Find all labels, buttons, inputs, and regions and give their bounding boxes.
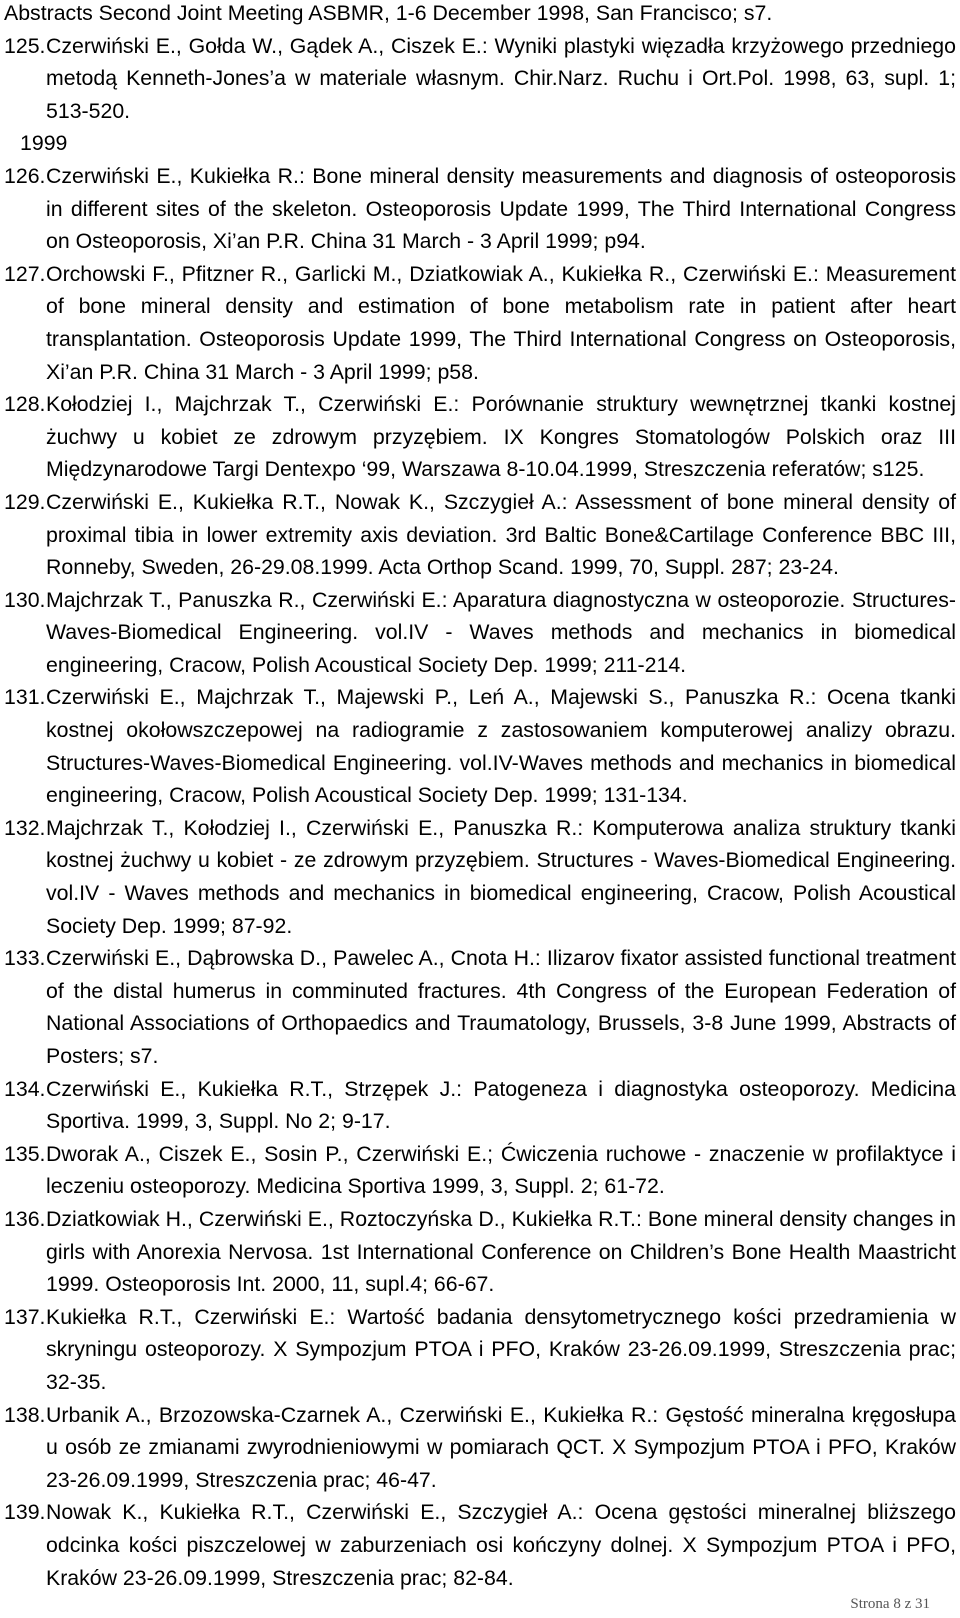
- entry-text: Czerwiński E., Gołda W., Gądek A., Ciszek E.: Wyniki plastyki więzadła krzyżowego przedniego metodą Kenneth-Jones’a w materiale własnym. Chir.Narz. Ruchu i Ort.Pol. 1998, 63, supl. 1; 513-520.: [46, 33, 956, 123]
- bibliography-entry: [4, 258, 956, 388]
- bibliography-list: [4, 0, 956, 1594]
- intro-line: Abstracts Second Joint Meeting ASBMR, 1-6 December 1998, San Francisco; s7.: [4, 1, 773, 25]
- bibliography-entry: [4, 486, 956, 584]
- entry-number: 127.: [4, 261, 46, 286]
- entry-text: Czerwiński E., Dąbrowska D., Pawelec A., Cnota H.: Ilizarov fixator assisted functional treatment of the distal humerus in comminuted fractures. 4th Congress of the European Federation of National Associations of Orthopaedics and Traumatology, Brussels, 3-8 June 1999, Abstracts of Posters; s7.: [46, 946, 956, 1068]
- entry-text: Dworak A., Ciszek E., Sosin P., Czerwiński E.; Ćwiczenia ruchowe - znaczenie w profilaktyce i leczeniu osteoporozy. Medicina Sportiva 1999, 3, Suppl. 2; 61-72.: [46, 1141, 956, 1199]
- entry-text: Kukiełka R.T., Czerwiński E.: Wartość badania densytometrycznego kości przedramienia w skryningu osteoporozy. X Sympozjum PTOA i PFO, Kraków 23-26.09.1999, Streszczenia prac; 32-35.: [46, 1304, 956, 1394]
- entry-text: Dziatkowiak H., Czerwiński E., Roztoczyńska D., Kukiełka R.T.: Bone mineral density changes in girls with Anorexia Nervosa. 1st International Conference on Children’s Bone Health Maastricht 1999. Osteoporosis Int. 2000, 11, supl.4; 66-67.: [46, 1206, 956, 1297]
- entry-number: 138.: [4, 1402, 46, 1427]
- entry-number: 136.: [4, 1206, 46, 1231]
- entry-number: 137.: [4, 1304, 46, 1329]
- bibliography-entry: [4, 160, 956, 258]
- bibliography-entry: [4, 1073, 956, 1138]
- bibliography-entry: [4, 30, 956, 128]
- bibliography-entry: [4, 584, 956, 682]
- entry-number: 134.: [4, 1076, 46, 1101]
- entry-number: 125.: [4, 33, 46, 58]
- entry-text: Urbanik A., Brzozowska-Czarnek A., Czerwiński E., Kukiełka R.: Gęstość mineralna kręgosłupa u osób ze zmianami zwyrodnieniowymi w pomiarach QCT. X Sympozjum PTOA i PFO, Kraków 23-26.09.1999, Streszczenia prac; 46-47.: [46, 1402, 956, 1492]
- entry-text: Orchowski F., Pfitzner R., Garlicki M., Dziatkowiak A., Kukiełka R., Czerwiński E.: Measurement of bone mineral density and estimation of bone metabolism rate in patient after heart transplantation. Osteoporosis Update 1999, The Third International Congress on Osteoporosis, Xi’an P.R. China 31 March - 3 April 1999; p58.: [46, 261, 956, 384]
- bibliography-entry: [4, 681, 956, 811]
- entries-1999: [4, 160, 956, 1594]
- entry-text: Czerwiński E., Kukiełka R.: Bone mineral density measurements and diagnosis of osteoporosis in different sites of the skeleton. Osteoporosis Update 1999, The Third International Congress on Osteoporosis, Xi’an P.R. China 31 March - 3 April 1999; p94.: [46, 163, 956, 254]
- bibliography-entry: [4, 1399, 956, 1497]
- entry-text: Czerwiński E., Kukiełka R.T., Nowak K., Szczygieł A.: Assessment of bone mineral density of proximal tibia in lower extremity axis deviation. 3rd Baltic Bone&Cartilage Conference BBC III, Ronneby, Sweden, 26-29.08.1999. Acta Orthop Scand. 1999, 70, Suppl. 287; 23-24.: [46, 489, 956, 580]
- entry-number: 135.: [4, 1141, 46, 1166]
- entry-number: 130.: [4, 587, 46, 612]
- entry-text: Majchrzak T., Panuszka R., Czerwiński E.: Aparatura diagnostyczna w osteoporozie. Structures-Waves-Biomedical Engineering. vol.IV - Waves methods and mechanics in biomedical engineering, Cracow, Polish Acoustical Society Dep. 1999; 211-214.: [46, 587, 956, 677]
- bibliography-entry: [4, 1496, 956, 1594]
- entry-text: Kołodziej I., Majchrzak T., Czerwiński E.: Porównanie struktury wewnętrznej tkanki kostnej żuchwy u kobiet ze zdrowym przyzębiem. IX Kongres Stomatologów Polskich oraz III Międzynarodowe Targi Dentexpo ‘99, Warszawa 8-10.04.1999, Streszczenia referatów; s125.: [46, 392, 956, 482]
- entry-number: 132.: [4, 815, 46, 840]
- bibliography-entry: [4, 388, 956, 486]
- bibliography-entry: [4, 1301, 956, 1399]
- year-heading: 1999: [20, 131, 68, 156]
- entry-text: Nowak K., Kukiełka R.T., Czerwiński E., Szczygieł A.: Ocena gęstości mineralnej bliższego odcinka kości piszczelowej w zaburzeniach osi kończyny dolnej. X Sympozjum PTOA i PFO, Kraków 23-26.09.1999, Streszczenia prac; 82-84.: [46, 1500, 956, 1590]
- entry-number: 126.: [4, 163, 46, 188]
- entry-number: 129.: [4, 489, 46, 514]
- entry-text: Czerwiński E., Kukiełka R.T., Strzępek J.: Patogeneza i diagnostyka osteoporozy. Medicina Sportiva. 1999, 3, Suppl. No 2; 9-17.: [46, 1076, 956, 1134]
- entry-text: Czerwiński E., Majchrzak T., Majewski P., Leń A., Majewski S., Panuszka R.: Ocena tkanki kostnej okołowszczepowej na radiogramie z zastosowaniem komputerowej analizy obrazu. Structures-Waves-Biomedical Engineering. vol.IV-Waves methods and mechanics in biomedical engineering, Cracow, Polish Acoustical Society Dep. 1999; 131-134.: [46, 685, 956, 808]
- bibliography-entry: [4, 1138, 956, 1203]
- bibliography-entry: [4, 812, 956, 942]
- entry-number: 131.: [4, 685, 46, 710]
- entry-text: Majchrzak T., Kołodziej I., Czerwiński E., Panuszka R.: Komputerowa analiza struktury tkanki kostnej żuchwy u kobiet - ze zdrowym przyzębiem. Structures - Waves-Biomedical Engineering. vol.IV - Waves methods and mechanics in biomedical engineering, Cracow, Polish Acoustical Society Dep. 1999; 87-92.: [46, 815, 956, 938]
- bibliography-entry: [4, 1203, 956, 1301]
- bibliography-entry: [4, 942, 956, 1072]
- entry-number: 128.: [4, 392, 46, 417]
- page-footer: Strona 8 z 31: [850, 1596, 930, 1612]
- entry-number: 133.: [4, 946, 46, 971]
- entry-number: 139.: [4, 1500, 46, 1525]
